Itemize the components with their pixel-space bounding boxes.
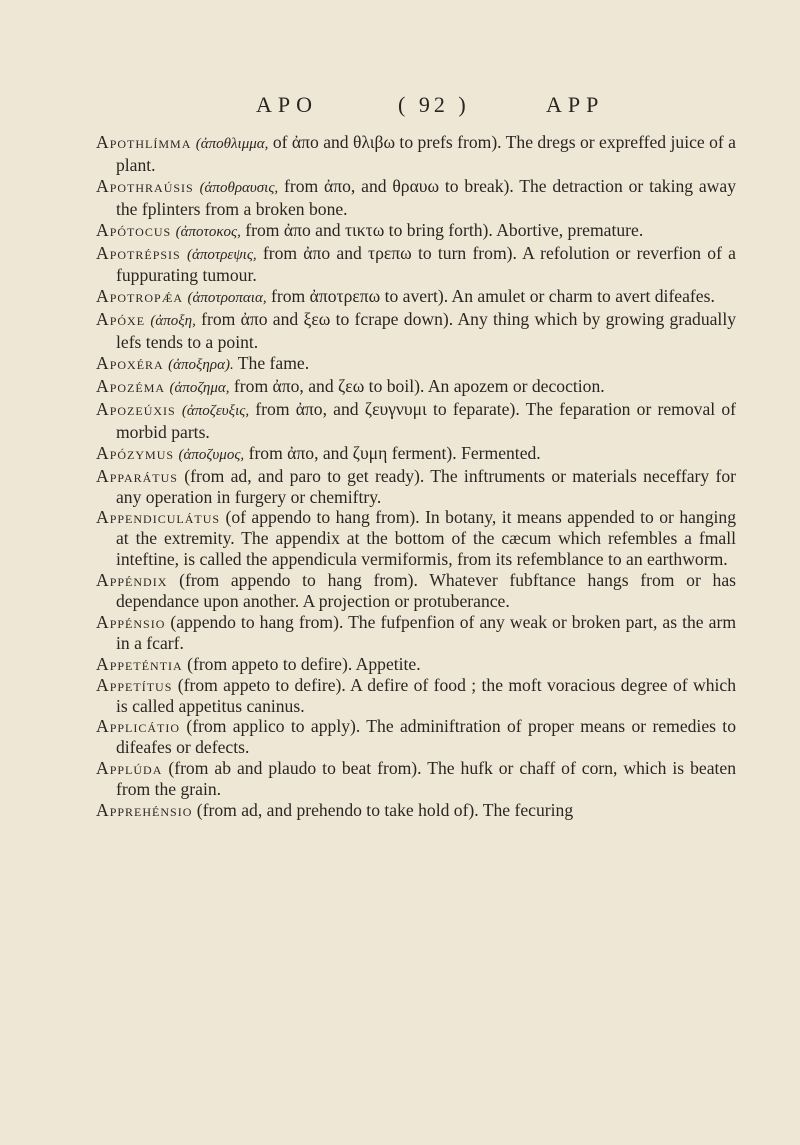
entry-definition: from ἀπο, and ζευγνυμι to feparate). The feparation or removal of morbid parts. xyxy=(116,398,736,442)
entry-definition: (from ad, and prehendo to take hold of). The fecuring xyxy=(192,800,574,821)
dictionary-entry xyxy=(96,286,736,309)
entry-greek-etymon: (ἀποξη, xyxy=(150,313,196,330)
dictionary-entry xyxy=(96,443,736,466)
dictionary-entry xyxy=(96,376,736,399)
entry-headword: Apothraúsis xyxy=(96,175,194,196)
entry-definition: from ἀπο, and ζυμη ferment). Fermented. xyxy=(244,442,541,463)
entry-definition: (from ab and plaudo to beat from). The hufk or chaff of corn, which is beaten from the grain. xyxy=(116,758,736,800)
dictionary-entry xyxy=(96,176,736,220)
entry-headword: Applicátio xyxy=(96,716,181,737)
dictionary-entry xyxy=(96,132,736,176)
entry-definition: from ἀπο and ξεω to fcrape down). Any thing which by growing gradually lefs tends to a point. xyxy=(116,309,737,353)
entry-headword: Appeténtia xyxy=(96,653,183,674)
dictionary-entry xyxy=(96,612,736,654)
entry-headword: Apozéma xyxy=(96,375,166,396)
entry-definition: from ἀπο and τρεπω to turn from). A refolution or reverfion of a fuppurating tumour. xyxy=(116,242,736,286)
entry-headword: Apozeúxis xyxy=(96,398,176,419)
entry-definition: (of appendo to hang from). In botany, it means appended to or hanging at the extremity. The appendix at the bottom of the cæcum which refembles a fmall inteftine, is called the appendicula vermiformis, from its refemblance to an earthworm. xyxy=(116,507,736,570)
entry-definition: from ἀπο, and ζεω to boil). An apozem or decoction. xyxy=(229,375,605,396)
dictionary-entry xyxy=(96,758,736,800)
entry-greek-etymon: (ἀποζημα, xyxy=(169,379,230,396)
entry-greek-etymon: (ἀποζυμος, xyxy=(178,446,245,463)
entry-definition: (appendo to hang from). The fufpenfion of any weak or broken part, as the arm in a fcarf. xyxy=(116,611,736,653)
header-left-guideword: APO xyxy=(256,92,319,117)
entry-definition: from ἀπο, and θραυω to break). The detraction or taking away the fplinters from a broken bone. xyxy=(116,175,736,219)
entry-greek-etymon: (ἀποτρεψις, xyxy=(186,246,257,263)
entry-headword: Appéndix xyxy=(96,570,168,591)
entry-list xyxy=(96,132,736,821)
entry-headword: Applúda xyxy=(96,758,163,779)
entry-definition: (from appendo to hang from). Whatever fubftance hangs from or has dependance upon another. A projection or protuberance. xyxy=(116,570,736,612)
entry-definition: (from applico to apply). The adminiftration of proper means or remedies to difeafes or defects. xyxy=(116,716,736,758)
entry-headword: Appetítus xyxy=(96,674,173,695)
entry-headword: Apprehénsio xyxy=(96,800,193,821)
dictionary-entry xyxy=(96,716,736,758)
entry-definition: from ἀπο and τικτω to bring forth). Abortive, premature. xyxy=(240,219,644,240)
entry-headword: Appendiculátus xyxy=(96,507,221,528)
entry-headword: Apothlímma xyxy=(96,132,192,152)
dictionary-entry xyxy=(96,675,736,717)
entry-headword: Apóxe xyxy=(96,309,146,330)
entry-headword: Apózymus xyxy=(96,442,175,463)
dictionary-entry xyxy=(96,243,736,287)
dictionary-entry xyxy=(96,507,736,570)
entry-greek-etymon: (ἀποθλιμμα, xyxy=(195,136,269,152)
dictionary-entry xyxy=(96,353,736,376)
dictionary-entry xyxy=(96,800,736,821)
entry-definition: (from appeto to defire). Appetite. xyxy=(182,653,421,674)
entry-greek-etymon: (ἀποτροπαια, xyxy=(187,290,267,307)
entry-greek-etymon: (ἀποθραυσις, xyxy=(199,179,279,196)
entry-headword: Apotrépsis xyxy=(96,242,181,263)
running-header xyxy=(0,92,800,122)
entry-greek-etymon: (ἀποζευξις, xyxy=(181,402,250,419)
entry-definition: (from ad, and paro to get ready). The inftruments or materials neceffary for any operation in furgery or chemiftry. xyxy=(116,465,736,507)
entry-headword: Apótocus xyxy=(96,219,172,240)
dictionary-entry xyxy=(96,570,736,612)
entry-greek-etymon: (ἀποτοκος, xyxy=(175,223,241,240)
dictionary-entry xyxy=(96,220,736,243)
dictionary-entry xyxy=(96,399,736,443)
entry-headword: Apoxéra xyxy=(96,353,164,374)
entry-headword: Apparátus xyxy=(96,465,178,486)
entry-definition: The fame. xyxy=(233,353,310,374)
entry-headword: Appénsio xyxy=(96,611,166,632)
page-number: ( 92 ) xyxy=(398,92,470,117)
dictionary-entry xyxy=(96,466,736,508)
entry-greek-etymon: (ἀποξηρα). xyxy=(168,357,234,374)
entry-definition: from ἀποτρεπω to avert). An amulet or charm to avert difeafes. xyxy=(266,286,715,307)
dictionary-entry xyxy=(96,654,736,675)
entry-definition: of ἀπο and θλιβω to prefs from). The dregs or expreffed juice of a plant. xyxy=(116,132,736,175)
entry-definition: (from appeto to defire). A defire of food ; the moft voracious degree of which is called appetitus caninus. xyxy=(116,674,736,716)
header-right-guideword: APP xyxy=(546,92,605,117)
entry-headword: Apotropǽa xyxy=(96,286,184,307)
dictionary-entry xyxy=(96,309,736,353)
